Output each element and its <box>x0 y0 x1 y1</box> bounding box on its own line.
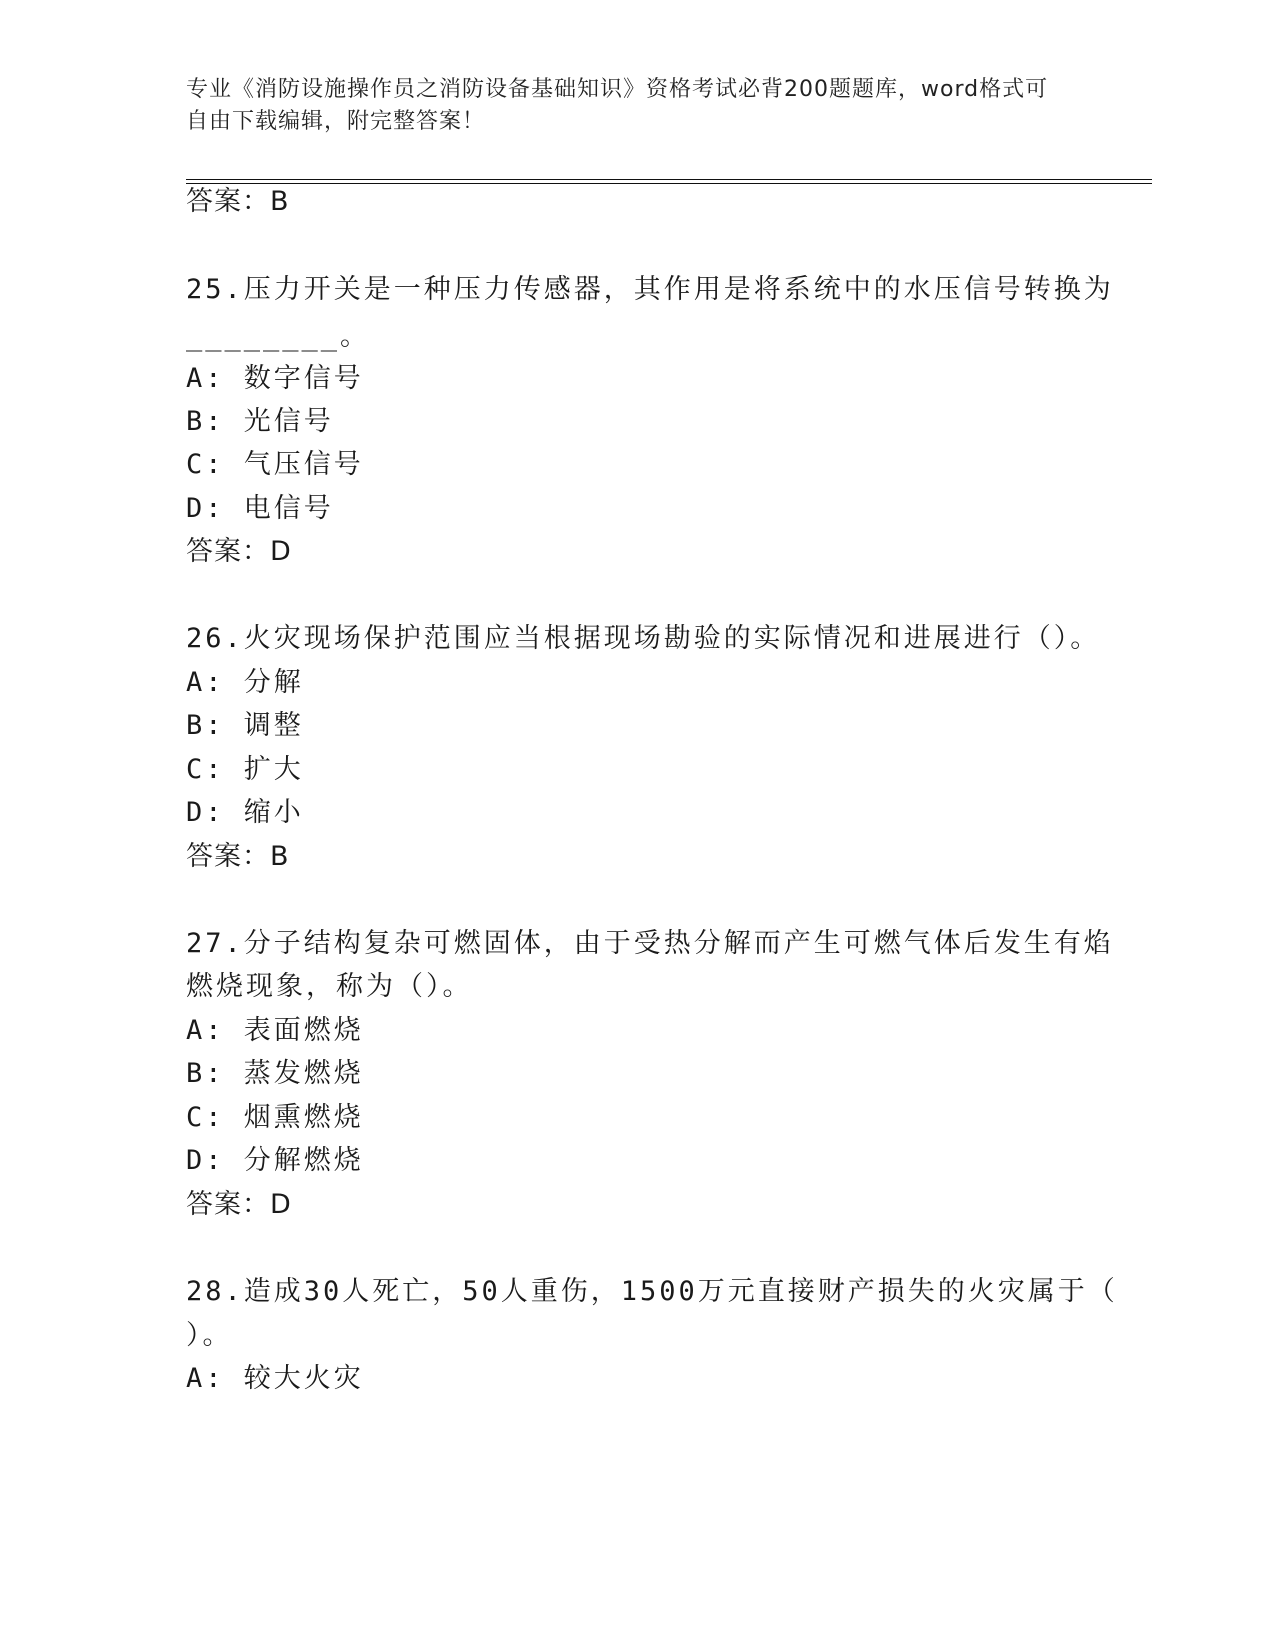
header-divider-line <box>186 179 1152 180</box>
question-26-line-1: 26.火灾现场保护范围应当根据现场勘验的实际情况和进展进行（）。 <box>186 623 1101 654</box>
question-28-line-2: ）。 <box>186 1320 233 1351</box>
question-26-option-a: A: 分解 <box>186 667 304 698</box>
header-divider-line-secondary <box>186 183 1152 184</box>
question-27-line-2: 燃烧现象，称为（）。 <box>186 971 473 1002</box>
question-25-answer: 答案：D <box>186 536 292 567</box>
question-28-line-1: 28.造成30人死亡，50人重伤，1500万元直接财产损失的火灾属于（ <box>186 1276 1118 1307</box>
question-27-answer: 答案：D <box>186 1189 292 1220</box>
question-25-line-1: 25.压力开关是一种压力传感器，其作用是将系统中的水压信号转换为 <box>186 274 1114 305</box>
previous-answer: 答案：B <box>186 186 290 217</box>
question-25-option-a: A: 数字信号 <box>186 363 364 394</box>
question-26-answer: 答案：B <box>186 841 290 872</box>
question-27-line-1: 27.分子结构复杂可燃固体，由于受热分解而产生可燃气体后发生有焰 <box>186 928 1114 959</box>
question-26-option-c: C: 扩大 <box>186 754 304 785</box>
question-25-line-2: ________。 <box>186 321 371 352</box>
question-25-option-d: D: 电信号 <box>186 493 334 524</box>
question-27-option-c: C: 烟熏燃烧 <box>186 1102 364 1133</box>
question-27-option-d: D: 分解燃烧 <box>186 1145 364 1176</box>
question-25-option-b: B: 光信号 <box>186 406 334 437</box>
document-header: 专业《消防设施操作员之消防设备基础知识》资格考试必背200题题库，word格式可自由下载编辑，附完整答案！ <box>186 77 1049 134</box>
question-27-option-a: A: 表面燃烧 <box>186 1015 364 1046</box>
question-25-option-c: C: 气压信号 <box>186 449 364 480</box>
question-26-option-b: B: 调整 <box>186 710 304 741</box>
question-28-option-a: A: 较大火灾 <box>186 1363 364 1394</box>
question-27-option-b: B: 蒸发燃烧 <box>186 1058 364 1089</box>
question-26-option-d: D: 缩小 <box>186 797 304 828</box>
